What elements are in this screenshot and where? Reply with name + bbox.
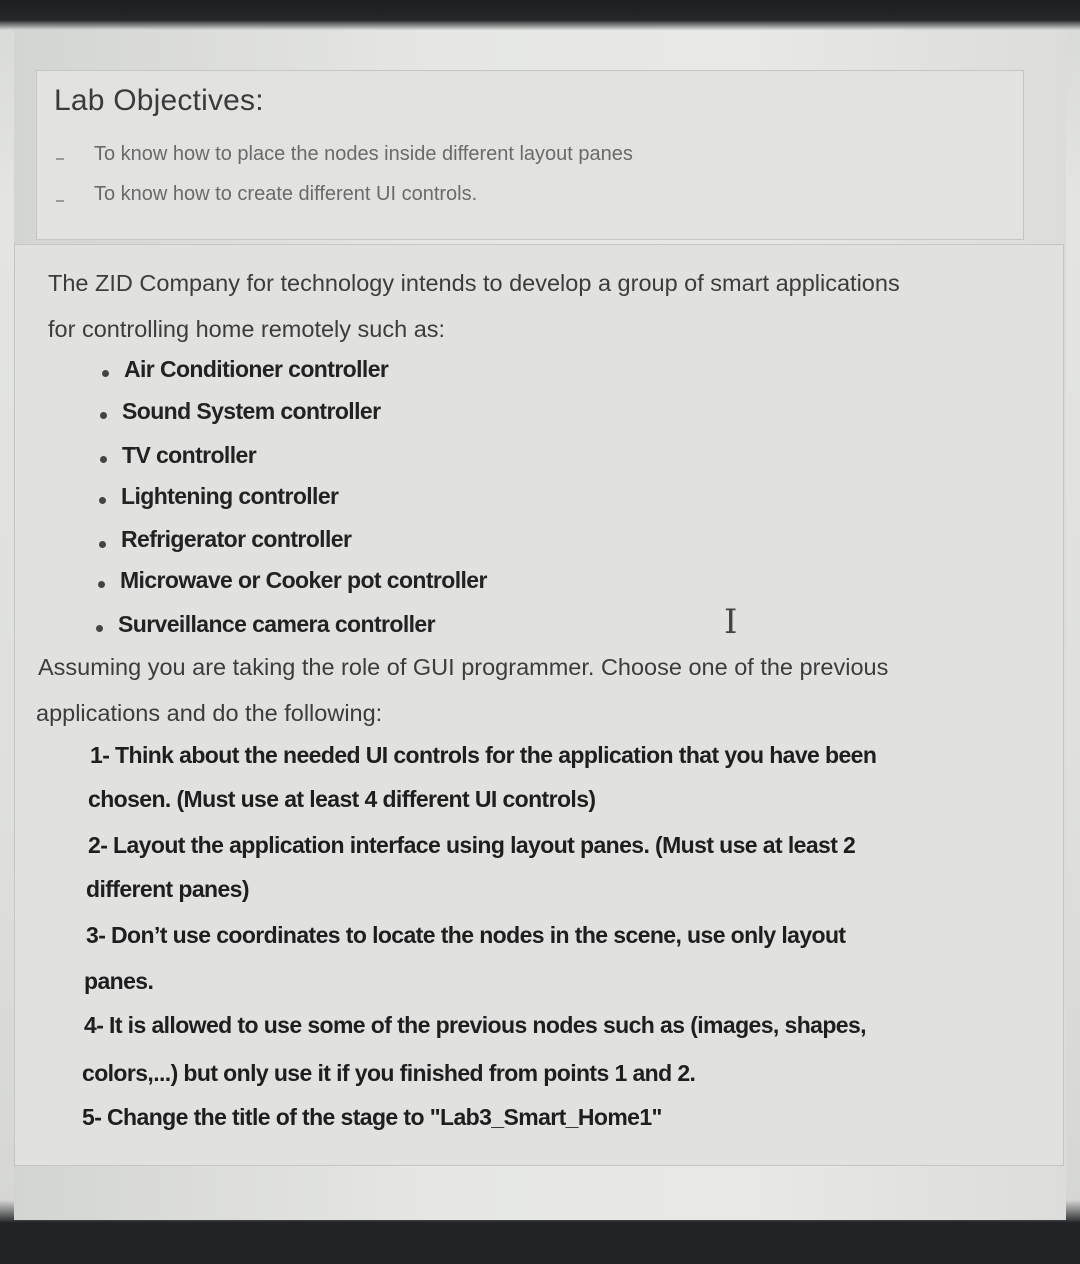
step-line: 4- It is allowed to use some of the previous nodes such as (images, shapes, [84,1012,866,1038]
bullet-icon [100,412,107,419]
controller-item: Refrigerator controller [121,526,352,552]
assignment-line: Assuming you are taking the role of GUI programmer. Choose one of the previous [38,654,889,680]
step-line: 3- Don’t use coordinates to locate the nodes in the scene, use only layout [86,922,846,948]
bullet-icon [99,541,106,548]
controller-item: Lightening controller [121,483,339,509]
step-line: 1- Think about the needed UI controls for the application that you have been [90,742,877,768]
controller-item: Air Conditioner controller [124,356,389,382]
step-line: colors,...) but only use it if you finished from points 1 and 2. [82,1060,696,1086]
bullet-icon [98,581,105,588]
step-line: 5- Change the title of the stage to "Lab3_Smart_Home1" [82,1104,662,1130]
intro-line: for controlling home remotely such as: [48,316,446,342]
bullet-icon [100,456,107,463]
step-line: 2- Layout the application interface using layout panes. (Must use at least 2 [88,832,856,858]
step-line: different panes) [86,876,249,902]
intro-line: The ZID Company for technology intends to develop a group of smart applications [48,270,900,296]
dash-bullet-icon [56,200,64,202]
objective-item: To know how to create different UI controls. [94,183,478,205]
objective-item: To know how to place the nodes inside different layout panes [94,143,633,165]
monitor-bezel [0,1222,1080,1264]
bullet-icon [99,497,106,504]
controller-item: TV controller [122,442,257,468]
step-line: chosen. (Must use at least 4 different UI controls) [88,786,596,812]
dash-bullet-icon [56,158,64,160]
bullet-icon [102,370,109,377]
step-line: panes. [84,968,154,994]
controller-item: Sound System controller [122,398,381,424]
bullet-icon [96,625,103,632]
assignment-line: applications and do the following: [36,700,383,726]
text-cursor-icon: I [724,602,738,642]
controller-item: Microwave or Cooker pot controller [120,567,487,593]
objectives-title: Lab Objectives: [54,84,264,117]
controller-item: Surveillance camera controller [118,611,435,637]
